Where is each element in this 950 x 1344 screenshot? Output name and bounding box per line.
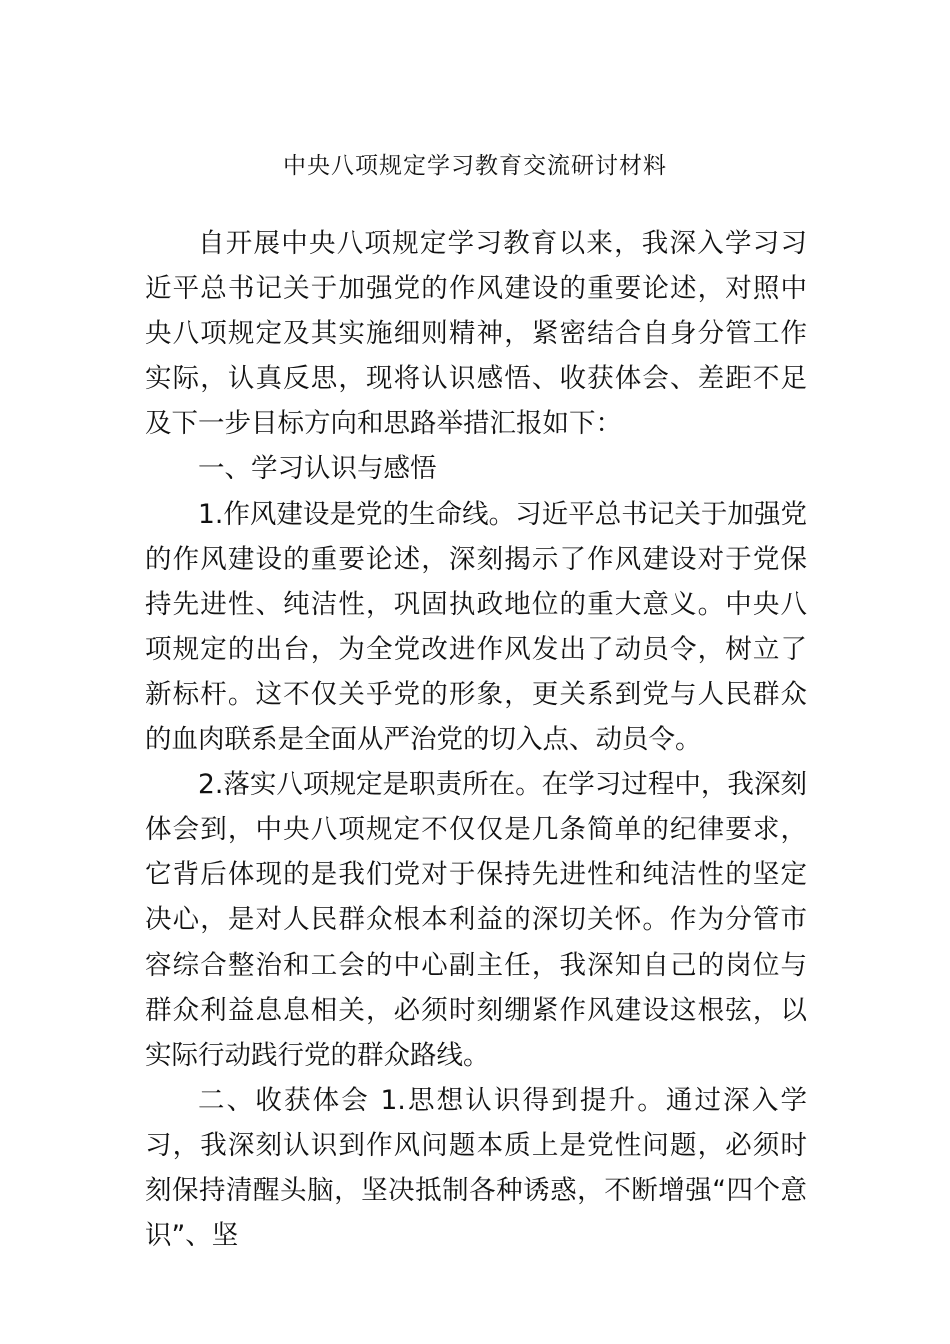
paragraph-1-1: 1.作风建设是党的生命线。习近平总书记关于加强党的作风建设的重要论述，深刻揭示了作风建设对于党保持先进性、纯洁性，巩固执政地位的重大意义。中央八项规定的出台，为全党改进作风发出了动员令，树立了新标杆。这不仅关乎党的形象，更关系到党与人民群众的血肉联系是全面从严治党的切入点、动员令。 (145, 498, 807, 756)
paragraph-intro: 自开展中央八项规定学习教育以来，我深入学习习近平总书记关于加强党的作风建设的重要论述，对照中央八项规定及其实施细则精神，紧密结合自身分管工作实际，认真反思，现将认识感悟、收获体会、差距不足及下一步目标方向和思路举措汇报如下： (145, 228, 807, 440)
paragraph-1-2: 2.落实八项规定是职责所在。在学习过程中，我深刻体会到，中央八项规定不仅仅是几条简单的纪律要求，它背后体现的是我们党对于保持先进性和纯洁性的坚定决心，是对人民群众根本利益的深切关怀。作为分管市容综合整治和工会的中心副主任，我深知自己的岗位与群众利益息息相关，必须时刻绷紧作风建设这根弦，以实际行动践行党的群众路线。 (145, 769, 807, 1071)
document-title: 中央八项规定学习教育交流研讨材料 (283, 153, 667, 179)
paragraph-2-1: 二、收获体会 1.思想认识得到提升。通过深入学习，我深刻认识到作风问题本质上是党性问题，必须时刻保持清醒头脑，坚决抵制各种诱惑，不断增强“四个意识”、坚 (145, 1084, 807, 1252)
document-body (145, 221, 807, 1258)
section-heading-1: 一、学习认识与感悟 (198, 453, 437, 485)
